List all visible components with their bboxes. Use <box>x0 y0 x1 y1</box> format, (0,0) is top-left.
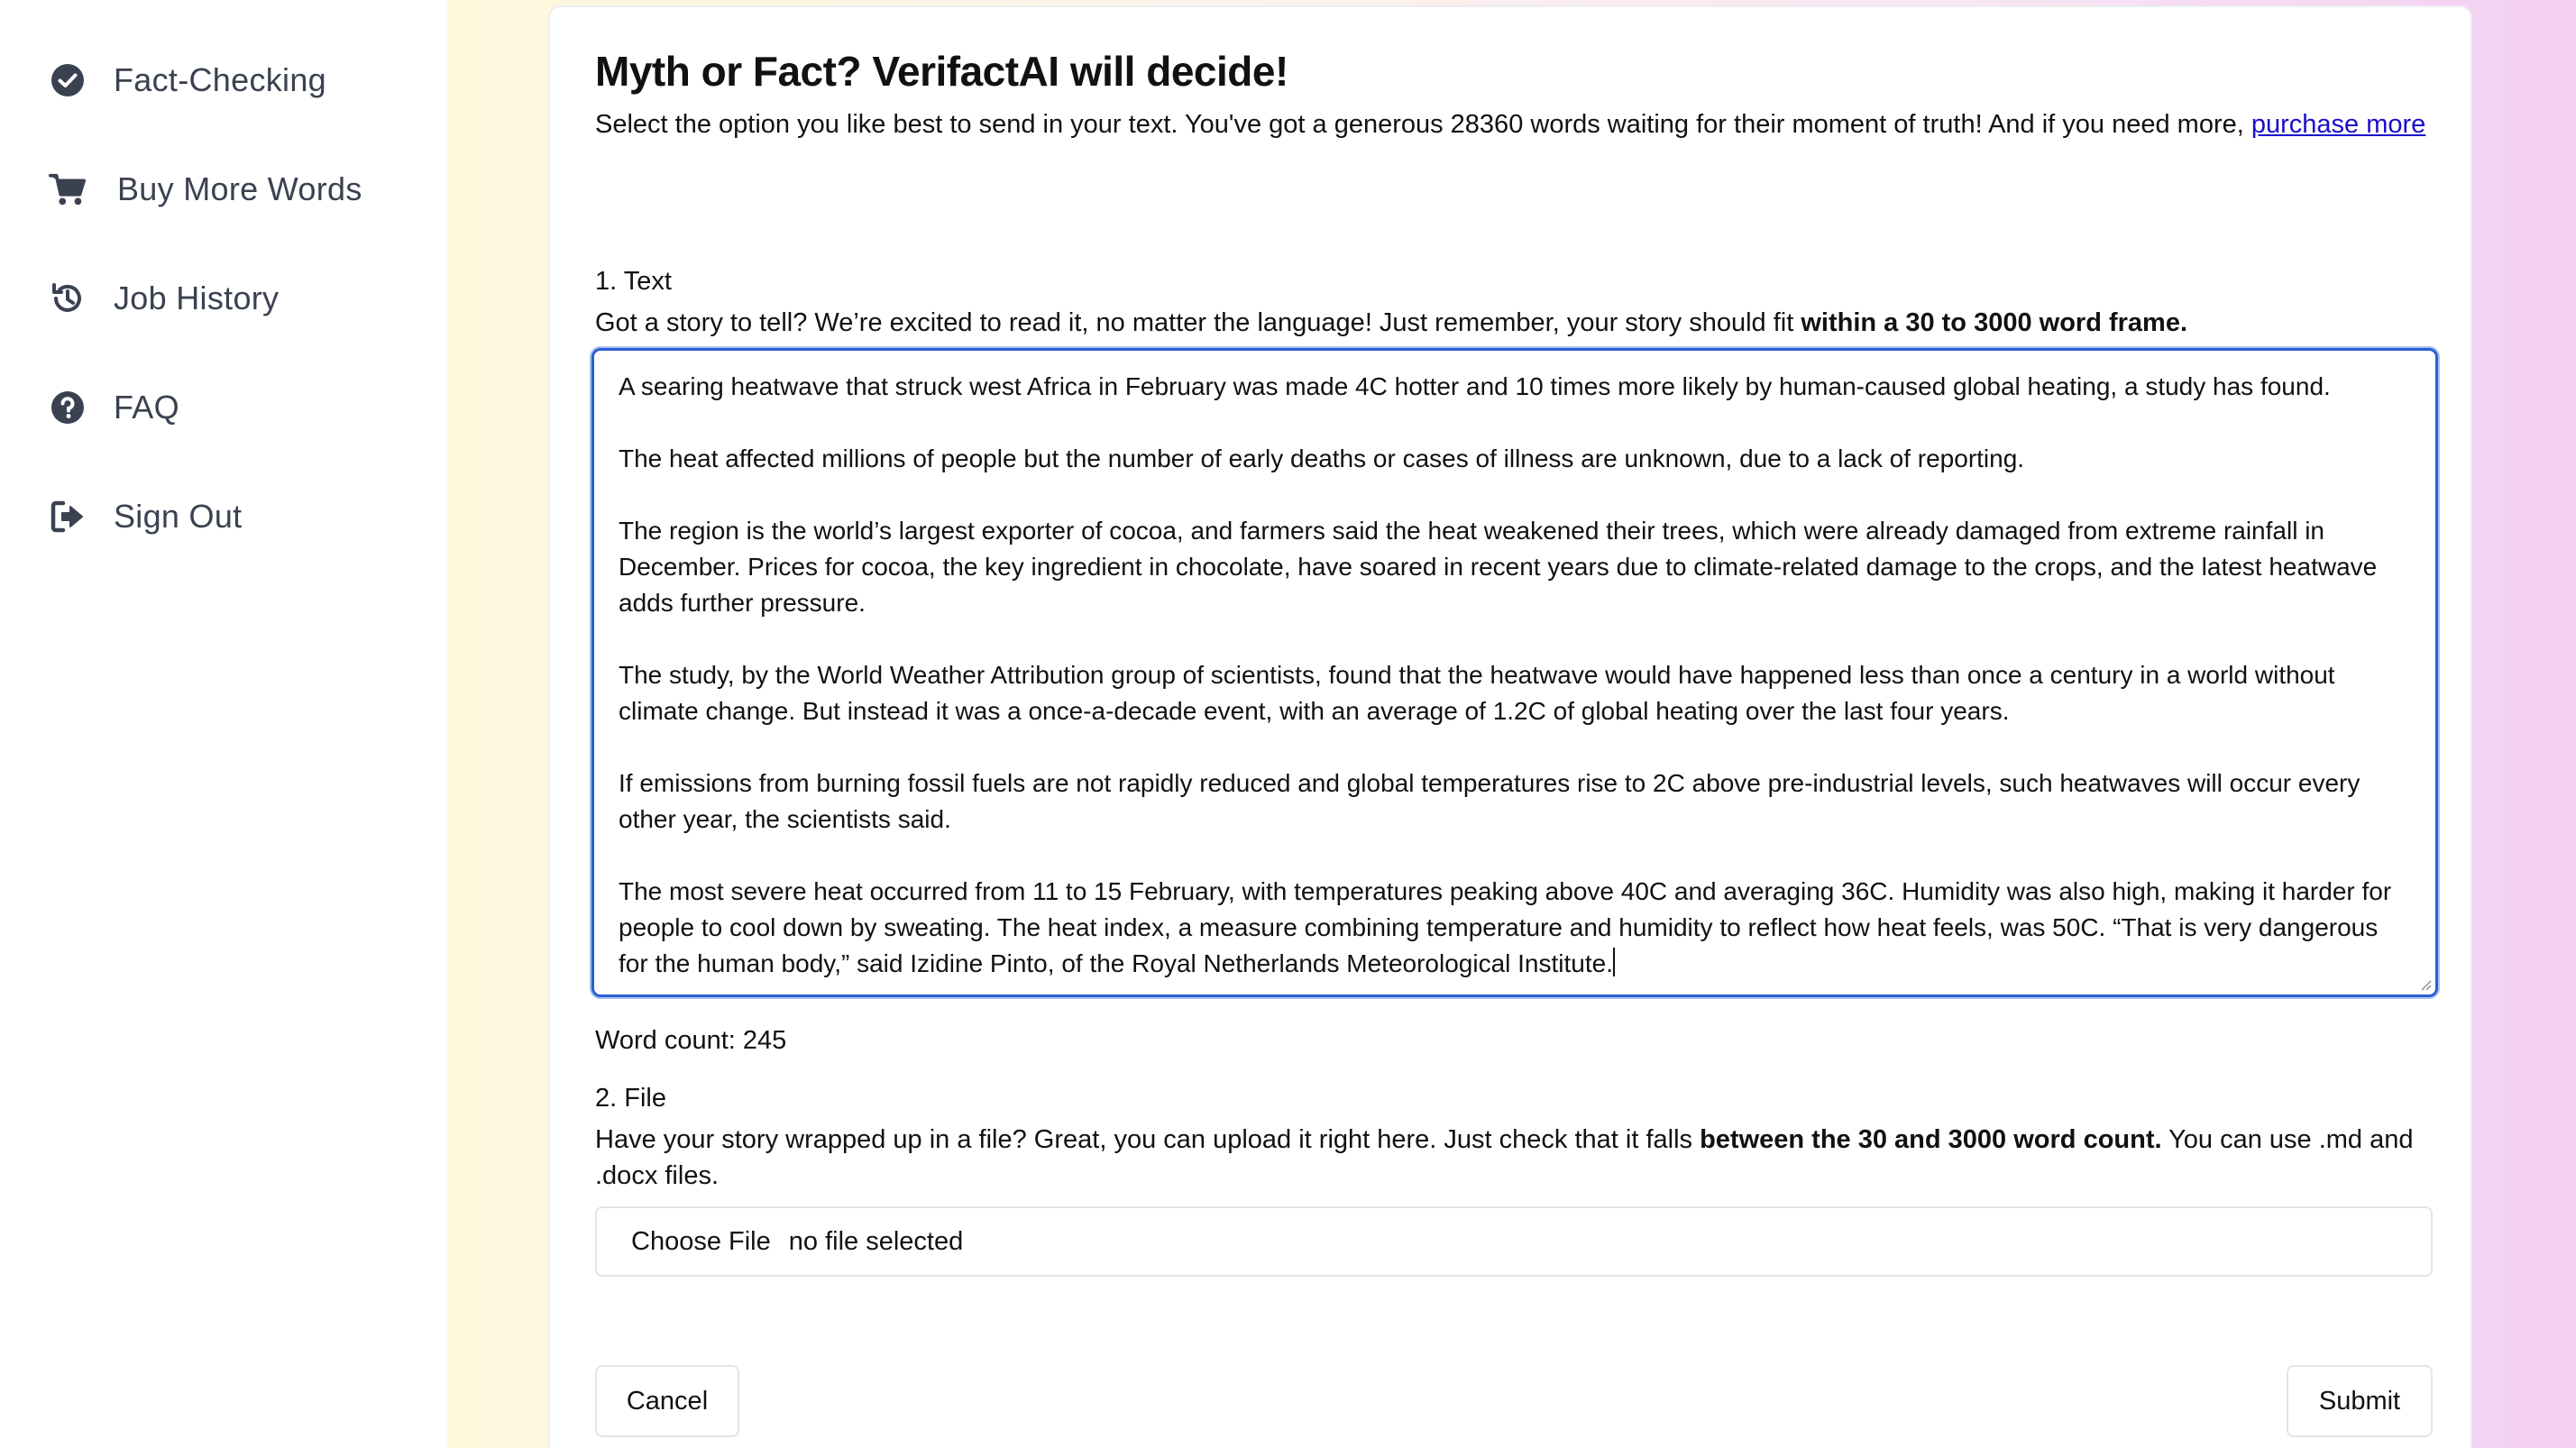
cancel-button[interactable]: Cancel <box>595 1365 739 1437</box>
sidebar-item-fact-checking[interactable] <box>49 51 326 109</box>
fact-check-form-card <box>548 5 2472 1448</box>
page-title: Myth or Fact? VerifactAI will decide! <box>595 48 1288 95</box>
sidebar-item-job-history[interactable] <box>49 270 279 327</box>
story-paragraph: A searing heatwave that struck west Africa in February was made 4C hotter and 10 times more likely by human-caused global heating, a study has found. <box>619 372 2331 400</box>
sidebar-item-label: Job History <box>114 280 280 316</box>
intro-text: Select the option you like best to send in your text. You've got a generous 28360 words waiting for their moment of truth! And if you need more, purchase more <box>595 110 2426 139</box>
file-section-label: 2. File <box>595 1084 666 1113</box>
story-paragraph: The region is the world’s largest exporter of cocoa, and farmers said the heat weakened their trees, which were already damaged from extreme rainfall in December. Prices for cocoa, the key ingredient in chocolate, have soared in recent years due to climate-related damage to the crops, and the latest heatwave adds further pressure. <box>619 517 2378 617</box>
choose-file-button[interactable]: Choose File <box>631 1226 771 1256</box>
sidebar-item-sign-out[interactable] <box>49 488 242 545</box>
text-caret <box>1613 948 1615 976</box>
story-paragraph: The study, by the World Weather Attribution group of scientists, found that the heatwave would have happened less than once a century in a world without climate change. But instead it was a once-a-decade event, with an average of 1.2C of global heating over the last four years. <box>619 661 2335 725</box>
story-paragraph: If emissions from burning fossil fuels are not rapidly reduced and global temperatures rise to 2C above pre-industrial levels, such heatwaves will occur every other year, the scientists said. <box>619 769 2361 833</box>
text-section-label: 1. Text <box>595 267 672 296</box>
sidebar-item-label: Fact-Checking <box>114 61 326 98</box>
story-textarea[interactable] <box>591 348 2438 997</box>
sidebar-item-label: FAQ <box>114 389 179 426</box>
file-upload-input[interactable] <box>595 1206 2433 1277</box>
story-paragraph-last: The most severe heat occurred from 11 to 15 February, with temperatures peaking above 40C and averaging 36C. Humidity was also high, making it harder for people to cool down by sweating. The heat index, a measure combining temperature and humidity to reflect how heat feels, was 50C. “That is very dangerous for the human body,” said Izidine Pinto, of the Royal Netherlands Meteorological Institute. <box>619 877 2392 977</box>
sidebar-item-label: Buy More Words <box>117 170 362 207</box>
sidebar-item-buy-more-words[interactable] <box>49 160 362 218</box>
text-section-description: Got a story to tell? We’re excited to read it, no matter the language! Just remember, your story should fit within a 30 to 3000 word frame. <box>595 308 2188 337</box>
sign-out-icon <box>49 498 87 536</box>
story-paragraph: The heat affected millions of people but the number of early deaths or cases of illness are unknown, due to a lack of reporting. <box>619 444 2025 472</box>
sidebar-item-faq[interactable] <box>49 379 179 436</box>
check-circle-icon <box>49 61 87 99</box>
cart-icon <box>49 170 87 208</box>
purchase-more-link[interactable]: purchase more <box>2251 110 2426 139</box>
sidebar <box>0 0 447 1448</box>
file-section-description: Have your story wrapped up in a file? Great, you can upload it right here. Just check that it falls between the 30 and 3000 word count. You can use .md and .docx files. <box>595 1125 2414 1190</box>
sidebar-item-label: Sign Out <box>114 498 243 535</box>
word-count: Word count: 245 <box>595 1026 787 1055</box>
file-status-text: no file selected <box>788 1226 964 1256</box>
question-circle-icon <box>49 389 87 426</box>
submit-button[interactable]: Submit <box>2287 1365 2433 1437</box>
history-icon <box>49 280 87 317</box>
resize-handle-icon[interactable] <box>2419 978 2432 991</box>
story-text-content[interactable] <box>619 369 2413 982</box>
